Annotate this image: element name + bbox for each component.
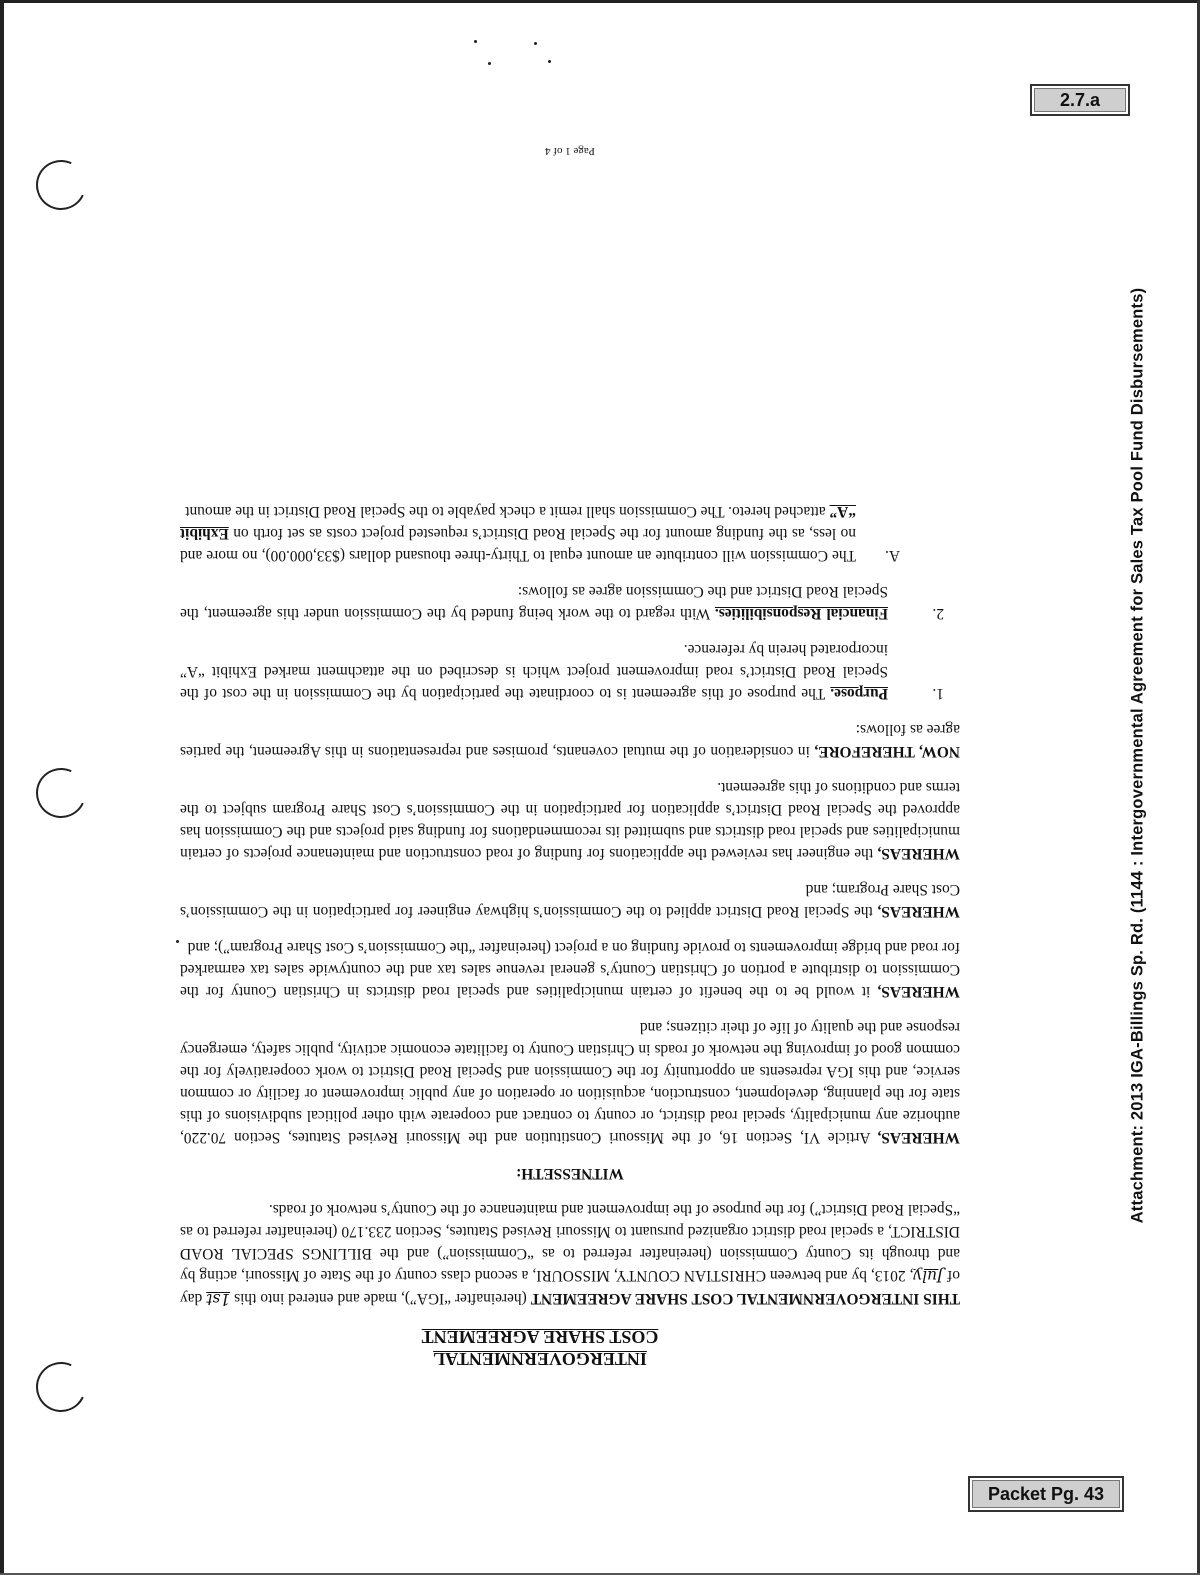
scan-speck [548, 60, 551, 63]
section-1-number: 1. [932, 685, 944, 702]
handwritten-month: July [913, 1267, 944, 1285]
witnesseth-heading: WITNESSETH: [516, 1165, 624, 1182]
section-2-number: 2. [932, 605, 944, 622]
attachment-label-text: Attachment: 2013 IGA-Billings Sp. Rd. (1144 : Intergovernmental Agreement for Sales Tax Pool Fund Disbursements) [1128, 287, 1147, 1223]
section-2-text: With regard to the work being funded by the Commission under this agreement, the Special Road District and the Commission agree as follows: [180, 583, 888, 622]
section-2a-letter: A. [885, 547, 900, 564]
intro-part-4: a second class county of the State of Missouri, acting by and through its County Commission (hereinafter referred to as “Commission”) and the [180, 1245, 960, 1284]
scan-speck [534, 42, 537, 45]
whereas-text-2: it would be to the benefit of certain municipalities and special road districts in Christian County for the Commission to distribute a portion of Christian County’s general revenue sales tax and the countywide sales tax earmarked for road and bridge improvements to provide funding on a project (hereinafter “the Commission’s Cost Share Program”); and [180, 939, 960, 1000]
document-title [180, 1326, 960, 1370]
scan-speck [176, 940, 179, 943]
scan-speck [474, 40, 477, 43]
intro-part-5: a special road district organized pursuant to Missouri Revised Statutes, Section 233.170 (hereinafter referred to as “Special Road District”) for the purpose of the improvement and maintenance of the County’s network of roads. [180, 1201, 960, 1240]
whereas-paragraph-4 [180, 776, 960, 864]
intro-lead: THIS INTERGOVERNMENTAL COST SHARE AGREEMENT [530, 1290, 960, 1307]
scan-edge-top [0, 0, 1200, 3]
binder-hole-top [29, 153, 93, 217]
whereas-text-1: Article VI, Section 16, of the Missouri Constitution and the Missouri Revised Statutes, Section 70.220, authorize any municipality, special road district, or county to contract and cooperate with other political subdivisions of this state for the planning, development, construction, acquisition or operation of any public improvement or facility or common service, and this IGA represents an opportunity for the Commission and Special Road District to work cooperatively for the common good of improving the network of roads in Christian County to facilitate economic activity, public safety, emergency response and the quality of life of their citizens; and [180, 1019, 960, 1146]
whereas-label-4: WHEREAS, [877, 845, 960, 862]
scan-edge-left [0, 0, 4, 1575]
whereas-text-3: the Special Road District applied to the Commission’s highway engineer for participation in the Commission’s Cost Share Program; and [180, 881, 960, 920]
section-2a-text-1: The Commission will contribute an amount equal to Thirty-three thousand dollars ($33,000.00), no more and no less, as the funding amount for the Special Road District’s requested project costs as set forth on [180, 525, 856, 564]
page-number: Page 1 of 4 [545, 145, 595, 157]
whereas-paragraph-1 [180, 1016, 960, 1148]
now-therefore-paragraph [180, 718, 960, 762]
binder-hole-bottom [29, 1355, 93, 1419]
section-1-body [180, 638, 888, 704]
section-2a-text-2: attached hereto. The Commission shall remit a check payable to the Special Road District in the amount [185, 503, 826, 520]
agreement-document [180, 140, 960, 1370]
section-2-body [180, 580, 888, 624]
section-2-heading: Financial Responsibilities. [714, 605, 888, 622]
intro-part-2: day of [180, 1267, 960, 1307]
whereas-text-4: the engineer has reviewed the applications for funding of road construction and maintenance projects of certain municipalities and special road districts and submitted its recommendations for funding said projects and the Commission has approved the Special Road District’s application for participation in the Commission’s Cost Share Program subject to the terms and conditions of this agreement. [180, 779, 960, 862]
handwritten-day: 1st [206, 1290, 231, 1308]
intro-district: BILLINGS SPECIAL ROAD DISTRICT, [180, 1223, 960, 1262]
packet-page-stamp: Packet Pg. 43 [968, 1476, 1124, 1512]
whereas-label-3: WHEREAS, [877, 903, 960, 920]
now-therefore-text: in consideration of the mutual covenants, promises and representations in this Agreement, the parties agree as follows: [180, 721, 960, 760]
intro-county: CHRISTIAN COUNTY, MISSOURI, [532, 1267, 766, 1284]
whereas-label-1: WHEREAS, [877, 1129, 960, 1146]
attachment-label [1118, 175, 1158, 1335]
now-therefore-label: NOW, THEREFORE, [814, 743, 960, 760]
title-line-2: COST SHARE AGREEMENT [421, 1327, 659, 1347]
section-2a-exhibit: Exhibit “A” [180, 503, 856, 542]
whereas-label-2: WHEREAS, [877, 983, 960, 1000]
intro-paragraph [180, 1198, 960, 1310]
section-2a-body [180, 500, 856, 566]
scan-speck [488, 62, 491, 65]
agenda-item-stamp: 2.7.a [1030, 84, 1130, 116]
binder-hole-middle [29, 761, 93, 825]
section-2a [180, 500, 900, 566]
whereas-paragraph-3 [180, 878, 960, 922]
section-1 [180, 638, 960, 704]
section-2 [180, 580, 960, 624]
whereas-paragraph-2 [180, 936, 960, 1002]
intro-part-3: , 2013, by and between [769, 1267, 914, 1284]
section-1-text: The purpose of this agreement is to coordinate the participation by the Commission in the cost of the Special Road District’s road improvement project which is described on the attachment marked Exhibit “A” incorporated herein by reference. [180, 641, 888, 702]
intro-part-1: (hereinafter “IGA”), made and entered into this [234, 1290, 527, 1307]
section-1-heading: Purpose. [830, 685, 888, 702]
title-line-1: INTERGOVERNMENTAL [433, 1349, 647, 1369]
